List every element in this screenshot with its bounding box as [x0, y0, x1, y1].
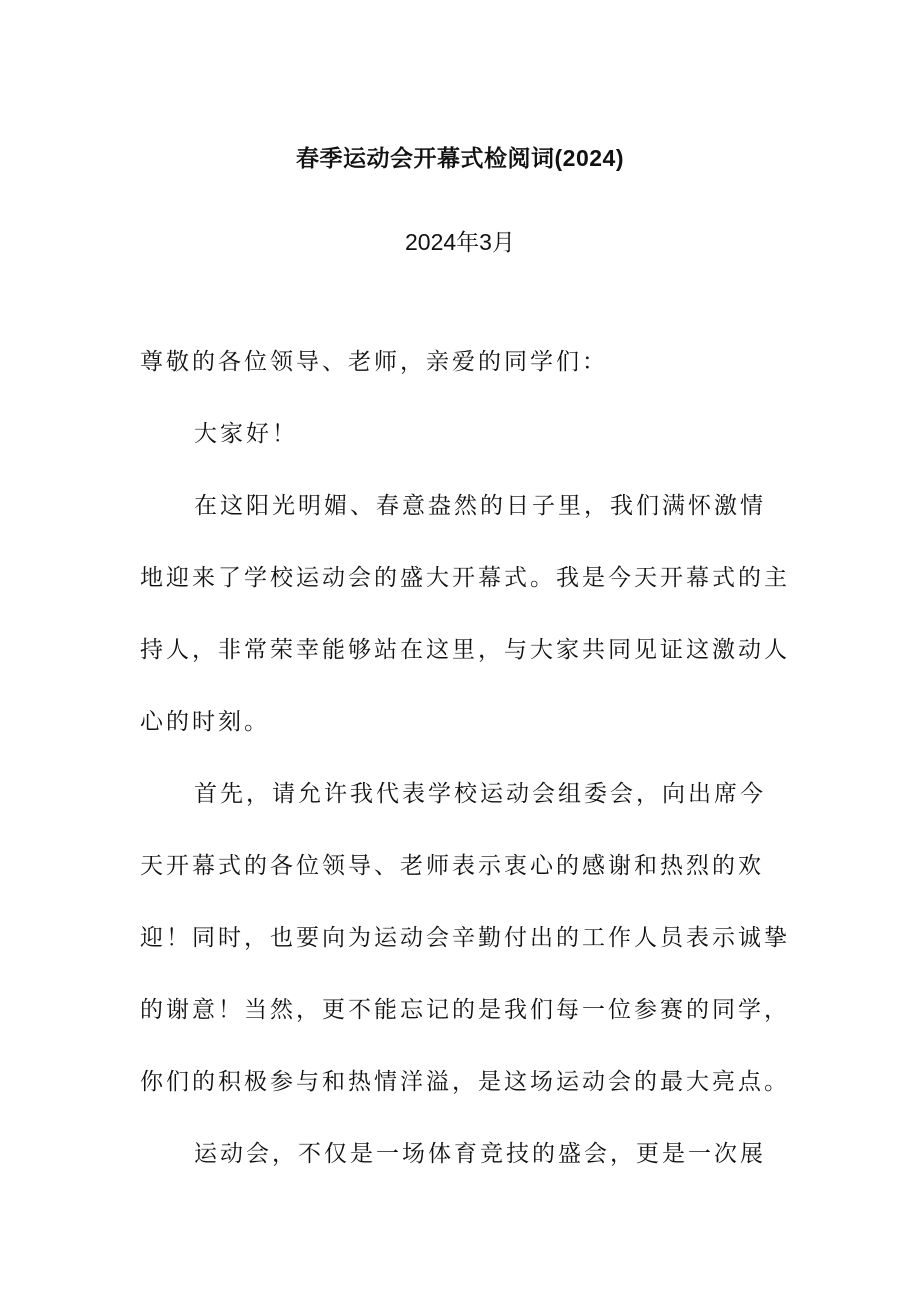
- body-line: 迎！同时，也要向为运动会辛勤付出的工作人员表示诚挚: [140, 925, 790, 951]
- body-line: 天开幕式的各位领导、老师表示衷心的感谢和热烈的欢: [140, 853, 764, 879]
- body-line: 在这阳光明媚、春意盎然的日子里，我们满怀激情: [194, 493, 766, 519]
- document-body: [140, 326, 800, 1190]
- body-line: 心的时刻。: [140, 709, 270, 735]
- salutation-line: 尊敬的各位领导、老师，亲爱的同学们：: [140, 349, 608, 375]
- body-line: 持人，非常荣幸能够站在这里，与大家共同见证这激动人: [140, 637, 790, 663]
- document-title: 春季运动会开幕式检阅词(2024): [296, 145, 624, 171]
- body-line: 首先，请允许我代表学校运动会组委会，向出席今: [194, 781, 766, 807]
- body-line: 运动会，不仅是一场体育竞技的盛会，更是一次展: [194, 1141, 766, 1167]
- document-date: 2024年3月: [405, 229, 515, 255]
- body-line: 你们的积极参与和热情洋溢，是这场运动会的最大亮点。: [140, 1069, 790, 1095]
- body-line: 的谢意！当然，更不能忘记的是我们每一位参赛的同学，: [140, 997, 790, 1023]
- body-line: 地迎来了学校运动会的盛大开幕式。我是今天开幕式的主: [140, 565, 790, 591]
- greeting-line: 大家好！: [194, 421, 298, 447]
